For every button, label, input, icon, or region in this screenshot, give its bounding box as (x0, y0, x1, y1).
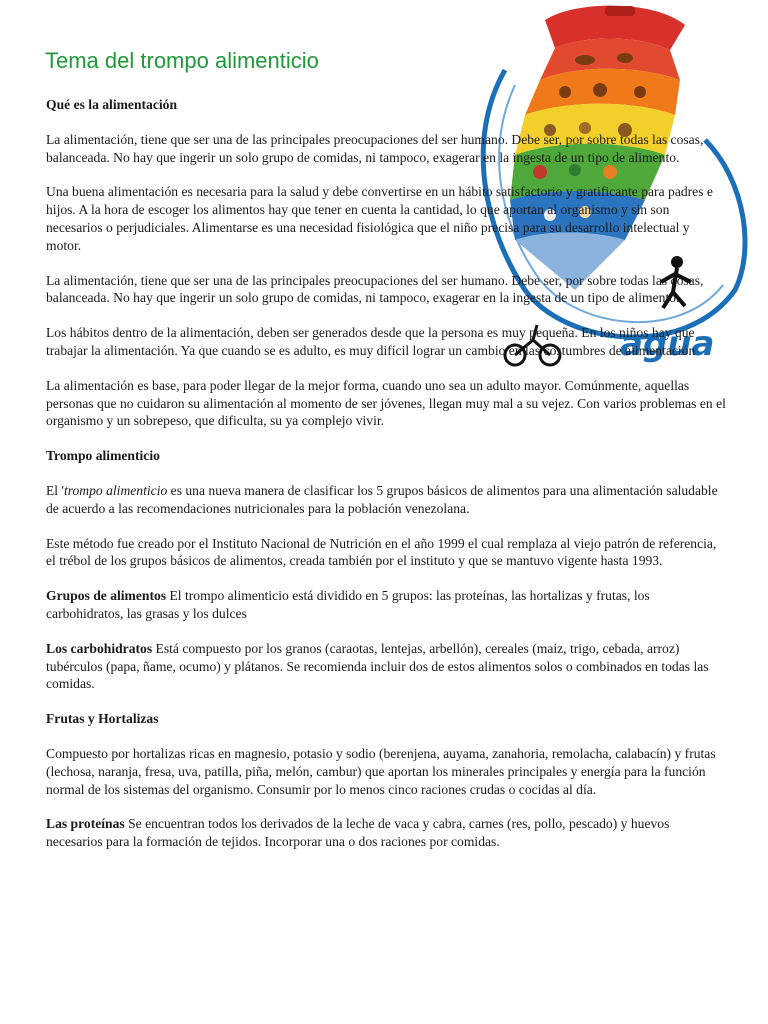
paragraph-proteinas (46, 815, 726, 851)
text-proteinas: Se encuentran todos los derivados de la leche de vaca y cabra, carnes (res, pollo, pescado) y huevos necesarios para la formación de tejidos. Incorporar una o dos raciones por comidas. (46, 816, 670, 850)
paragraph: Una buena alimentación es necesaria para la salud y debe convertirse en un hábito satisfactorio y gratificante para padres e hijos. A la hora de escoger los alimentos hay que tener en cuenta la cantidad, lo que aportan al organismo y sin son necesarios o perjudiciales. Alimentarse es una necesidad fisiológica que el niño precisa para su desarrollo intelectual y motor. (46, 184, 713, 253)
term-trompo-alimenticio: trompo alimenticio (63, 482, 168, 498)
paragraph-grupos (46, 587, 726, 623)
text-rest: es una nueva manera de clasificar los 5 grupos básicos de alimentos para una alimentación saludable de acuerdo a las recomendaciones nutricionales para la población venezolana. (46, 482, 718, 516)
text-prefix: El ' (46, 482, 64, 498)
paragraph-trompo-intro (46, 482, 726, 518)
top-handle (605, 6, 635, 16)
label-grupos: Grupos de alimentos (46, 588, 167, 604)
paragraph: Compuesto por hortalizas ricas en magnesio, potasio y sodio (berenjena, auyama, zanahoria, remolacha, calabacín) y frutas (lechosa, naranja, fresa, uva, patilla, piña, melón, cambur) que aportan los minerales principales y energía para la función normal de los sistemas del organismo. Consumir por lo menos cinco raciones crudas o cocidas al día. (46, 745, 716, 797)
text-grupos: El trompo alimenticio está dividido en 5 grupos: las proteínas, las hortalizas y frutas, los carbohidratos, las grasas y los dulces (46, 588, 650, 621)
label-carbohidratos: Los carbohidratos (46, 640, 153, 656)
paragraph-carbohidratos (46, 640, 726, 693)
agua-caption: agua (620, 324, 715, 364)
heading-frutas: Frutas y Hortalizas (46, 711, 159, 727)
paragraph: La alimentación, tiene que ser una de las principales preocupaciones del ser humano. Debe ser, por sobre todas las cosas, balanceada. No hay que ingerir un solo grupo de comidas, ni tampoco, exagerar en la ingesta de un tipo de alimento. (46, 131, 704, 165)
paragraph: La alimentación es base, para poder llegar de la mejor forma, cuando uno sea un adulto mayor. Comúnmente, aquellas personas que no cuidaron su alimentación al momento de ser jóvenes, llegan muy mal a su vejez. Con varios problemas en el organismo y un sobrepeso, que dificulta, su ya complejo vivir. (46, 377, 726, 429)
heading-que-es: Qué es la alimentación (46, 97, 178, 112)
paragraph: Los hábitos dentro de la alimentación, deben ser generados desde que la persona es muy pequeña. En los niños hay que trabajar la alimentación. Ya que cuando se es adulto, es muy difícil lograr un cambio en las costumbres de alimentación (46, 325, 696, 358)
text-carbohidratos: Está compuesto por los granos (caraotas, lentejas, arbellón), cereales (maiz, trigo, cebada, arroz) tubérculos (papa, ñame, ocumo) y plátanos. Se recomienda incluir dos de estos alimentos solos o combinados en todas las comidas. (46, 640, 709, 692)
label-proteinas: Las proteínas (46, 816, 125, 832)
heading-trompo: Trompo alimenticio (46, 448, 160, 464)
document-body (46, 96, 726, 868)
paragraph: La alimentación, tiene que ser una de las principales preocupaciones del ser humano. Debe ser, por sobre todas las cosas, balanceada. No hay que ingerir un solo grupo de comidas, ni tampoco, exagerar en la ingesta de un tipo de alimento. (46, 272, 704, 306)
paragraph: Este método fue creado por el Instituto Nacional de Nutrición en el año 1999 el cual remplaza al viejo patrón de referencia, el trébol de los grupos básicos de alimentos, creada también por el instituto y que se mantuvo vigente hasta 1993. (46, 535, 717, 569)
page-title: Tema del trompo alimenticio (45, 48, 319, 73)
